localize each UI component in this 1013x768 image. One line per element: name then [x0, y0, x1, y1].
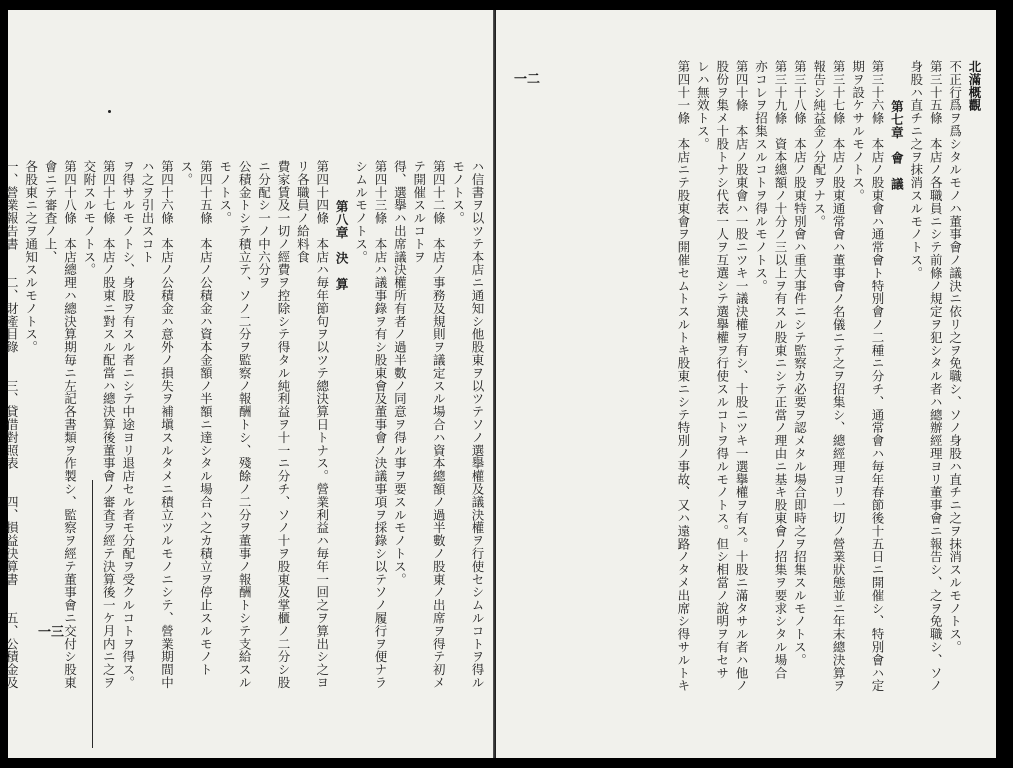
- text-line: 身股ハ直チニ之ヲ抹消スルモノトス。: [908, 60, 924, 280]
- chapter-title: 第七章 會 議: [889, 100, 905, 191]
- text-line: 第三十七條 本店ノ股東通常會ハ董事會ノ名儀ニテ之ヲ招集シ、總經理ヨリ一切ノ營業狀態並ニ年末總決算ヲ: [831, 60, 847, 693]
- text-line: 第四十四條 本店ハ毎年節句ヲ以ツテ總決算日トナス。營業利益ハ毎年一回之ヲ算出シ之ヨリ各職員ノ給料食: [295, 160, 330, 689]
- ink-dot-mark: [108, 110, 111, 113]
- text-line: 報告シ純益金ノ分配ヲナス。: [811, 60, 827, 228]
- text-line: 第四十六條 本店ノ公積金ハ意外ノ損失ヲ補塡スルタメニ積立ツルモノニシテ、營業期間中ハ之ヲ引出スコト: [140, 160, 175, 689]
- text-line: ハ信書ヲ以ツテ本店ニ通知シ他股東ヲ以ツテソノ選擧權及議決權ヲ行使セシムルコトヲ得ルモノトス。: [450, 160, 485, 689]
- text-line: 不正行爲ヲ爲シタルモノハ董事會ノ議決ニ依リ之ヲ免職シ、ソノ身股ハ直チニ之ヲ抹消スルモノトス。: [947, 60, 963, 654]
- text-line: ヲ得サルモノトシ、身股ヲ有スル者ニシテ中途ヨリ退店セル者モ分配ヲ受クルコトヲ得ス。: [120, 160, 136, 689]
- text-line: 公積金トシテ積立テ、ソノ二分ヲ監察ノ報酬トシ、殘餘ノ二分ヲ董事ノ報酬トシテ支給スルモノトス。: [217, 160, 253, 689]
- left-page: [4, 10, 495, 758]
- text-line: 第三十八條 本店ノ股東特別會ハ重大事件ニシテ監察カ必要ヲ認メタル場合即時之ヲ招集スルモノトス。: [792, 60, 808, 667]
- left-page-text: [4, 160, 487, 700]
- text-line: 第四十條 本店ノ股東會ハ一股ニツキ一議決權ヲ有シ、十股ニツキ一選擧權ヲ有ス。十股ニ滿タサル者ハ他ノ: [734, 60, 750, 693]
- right-page-text: [514, 60, 984, 698]
- text-line: 第三十五條 本店ノ各職員ニシテ前條ノ規定ヲ犯シタル者ハ總辦經理ヨリ董事會ニ報告シ、之ヲ免職シ、ソノ: [928, 60, 944, 693]
- text-line: 第四十八條 本店總理ハ總決算期毎ニ左記各書類ヲ作製シ、監察ヲ經テ董事會ニ交付シ股東會ニテ審査ノ上、: [43, 160, 78, 689]
- right-page: [496, 10, 996, 758]
- text-line: 股份ヲ集メ十股トナシ代表一人ヲ互選シテ選擧權ヲ行使スルコトヲ得ルモノトス。但シ相當ノ說明ヲ有セサ: [714, 60, 730, 680]
- text-line: 得、選擧ハ出席議決權所有者ノ過半數ノ同意ヲ得ル事ヲ要スルモノトス。: [392, 160, 408, 586]
- text-line: 各股東ニ之ヲ通知スルモノトス。: [23, 160, 39, 354]
- text-line: 第四十一條 本店ニテ股東會ヲ開催セムトスルトキ股東ニシテ特別ノ事故、又ハ遠路ノタメ出席シ得サルトキ: [675, 60, 691, 693]
- text-line: 第四十五條 本店ノ公積金ハ資本金額ノ半額ニ達シタル場合ハ之カ積立ヲ停止スルモノトス。: [178, 160, 214, 676]
- text-line: 第四十三條 本店ハ議事錄ヲ有シ股東會及董事會ノ決議事項ヲ採錄シ以テソノ履行ヲ便ナラシムルモノトス。: [353, 160, 388, 689]
- text-line: 第四十二條 本店ノ事務及規則ヲ議定スル場合ハ資本總額ノ過半數ノ股東ノ出席ヲ得テ初メテ開催スルコトヲ: [411, 160, 447, 689]
- page-number: 一三: [38, 625, 65, 640]
- text-line: レハ無效トス。: [695, 60, 711, 151]
- text-line: 亦コレヲ招集スルコトヲ得ルモノトス。: [753, 60, 769, 293]
- chapter-title: 第八章 決 算: [334, 200, 350, 291]
- text-line: 期ヲ設ケサルモノトス。: [850, 60, 866, 202]
- text-line: 第四十七條 本店ノ股東ニ對スル配當ハ總決算後董事會ノ審査ヲ經テ決算後一ケ月内ニ之ヲ交附スルモノトス。: [81, 160, 117, 689]
- text-line: 一、營業報告書 二、財產目錄 三、貸借對照表 四、損益決算書 五、公積金及: [4, 160, 20, 689]
- running-header: 北滿概觀: [967, 60, 982, 112]
- text-line: 第三十六條 本店ノ股東會ハ通常會ト特別會ノ二種ニ分チ、通常會ハ毎年春節後十五日ニ開催シ、特別會ハ定: [869, 60, 885, 693]
- text-line: 費家賃及一切ノ經費ヲ控除シテ得タル純利益ヲ十一ニ分チ、ソノ十ヲ股東及掌櫃ノ二分シ股ニ分配シ一ノ中六分ヲ: [256, 160, 291, 689]
- text-line: 第三十九條 資本總額ノ十分ノ三以上ヲ有スル股東ニシテ正當ノ理由ニ基キ股東會ノ招集ヲ要求シタル場合: [772, 60, 788, 680]
- page-number: 一二: [514, 72, 541, 87]
